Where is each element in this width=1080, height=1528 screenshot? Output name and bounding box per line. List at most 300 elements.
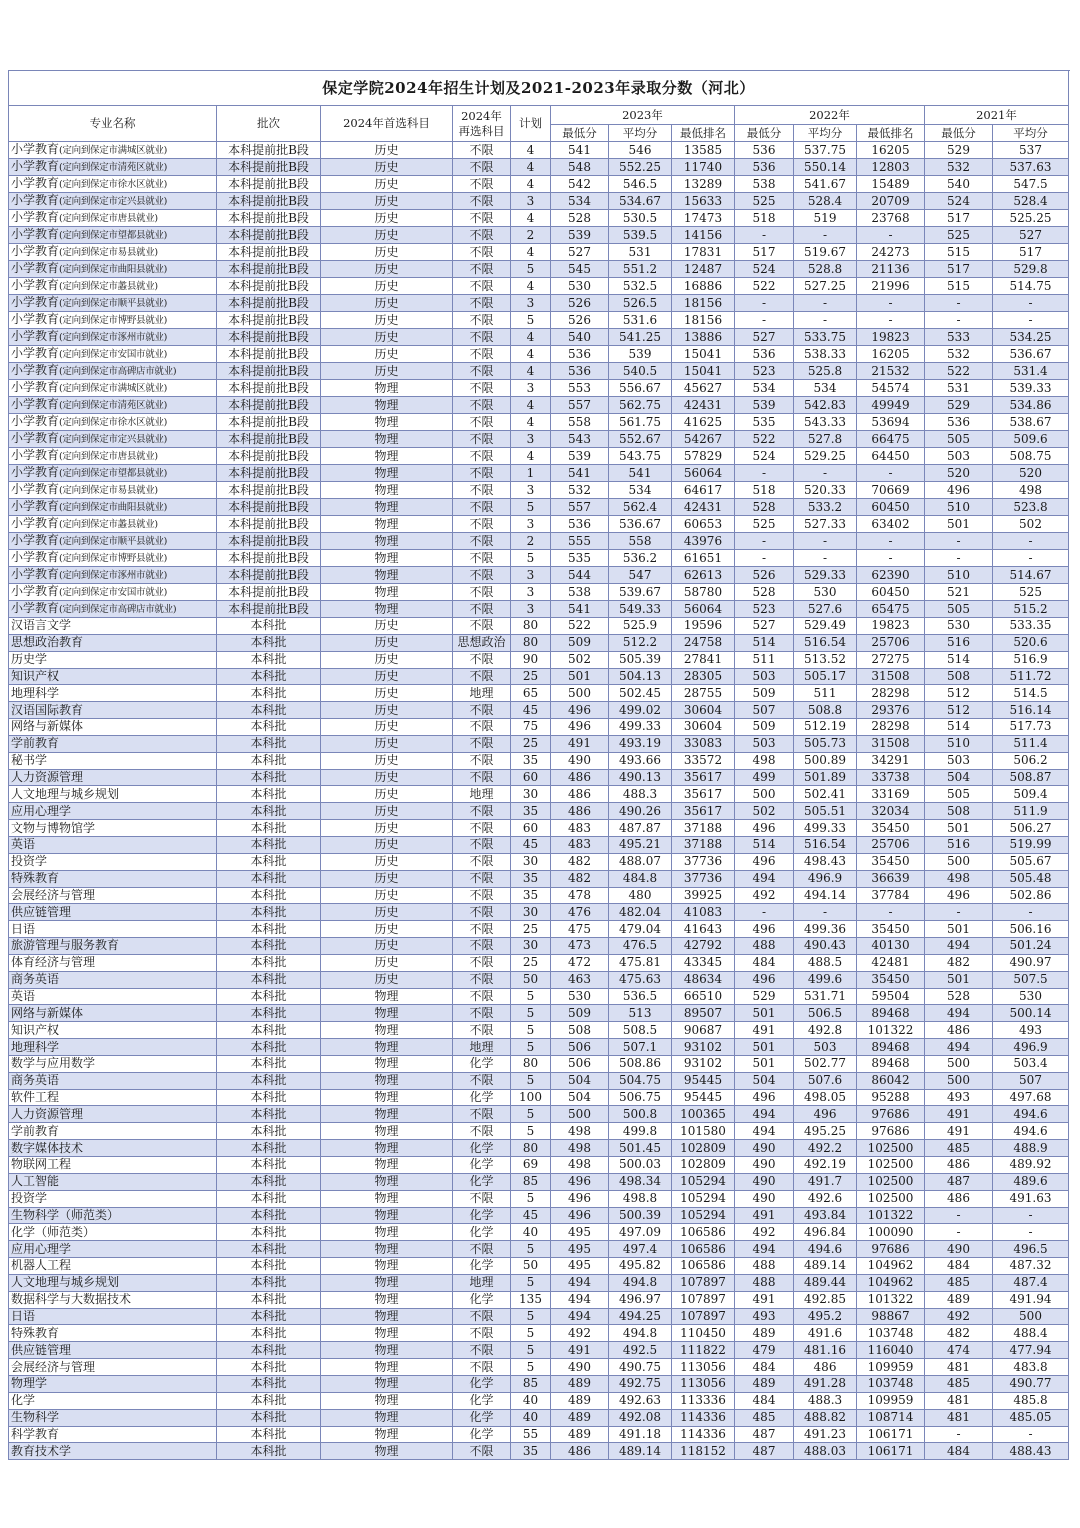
min-2023-cell: 490 — [551, 752, 609, 769]
min-2022-cell: 523 — [735, 363, 794, 380]
major-name-cell — [9, 1005, 217, 1022]
major-name: 应用心理学 — [11, 803, 72, 818]
min-2021-cell: 494 — [925, 1039, 993, 1056]
min-2023-cell: 530 — [551, 278, 609, 295]
first-subject-cell: 物理 — [321, 1308, 453, 1325]
major-name-cell — [9, 651, 217, 668]
batch-cell: 本科批 — [217, 1207, 321, 1224]
min-2023-cell: 490 — [551, 1359, 609, 1376]
major-name: 商务英语 — [11, 1073, 60, 1088]
first-subject-cell: 历史 — [321, 769, 453, 786]
major-name: 小学教育 — [11, 482, 60, 496]
min-2022-cell: 490 — [735, 1173, 794, 1190]
major-name: 旅游管理与服务教育 — [11, 938, 120, 953]
table-row — [9, 601, 1069, 618]
avg-2022-cell: - — [794, 312, 857, 329]
rank-2023-cell: 89507 — [672, 1005, 735, 1022]
avg-2021-cell: 517 — [993, 244, 1069, 261]
major-name: 小学教育 — [11, 550, 60, 564]
batch-cell: 本科批 — [217, 1274, 321, 1291]
min-2023-cell: 501 — [551, 668, 609, 685]
first-subject-cell: 物理 — [321, 1258, 453, 1275]
rank-2022-cell: 89468 — [857, 1005, 925, 1022]
rank-2022-cell: 35450 — [857, 921, 925, 938]
avg-2021-cell: 502.86 — [993, 887, 1069, 904]
rank-2022-cell: - — [857, 904, 925, 921]
avg-2023-cell: 494.8 — [609, 1274, 672, 1291]
batch-cell: 本科提前批B段 — [217, 584, 321, 601]
major-direction-note: (定向到保定市曲阳县就业) — [59, 264, 168, 275]
rank-2022-cell: 104962 — [857, 1258, 925, 1275]
avg-2021-cell: - — [993, 1426, 1069, 1443]
avg-2022-cell: 492.6 — [794, 1190, 857, 1207]
rank-2023-cell: 15041 — [672, 346, 735, 363]
plan-count-cell: 3 — [511, 193, 551, 210]
reselect-subject-cell: 不限 — [453, 853, 511, 870]
plan-count-cell: 80 — [511, 1055, 551, 1072]
min-2021-cell: 516 — [925, 634, 993, 651]
avg-2023-cell: 549.33 — [609, 601, 672, 618]
major-name-cell — [9, 1392, 217, 1409]
avg-2021-cell: 491.63 — [993, 1190, 1069, 1207]
avg-2022-cell: 492.19 — [794, 1157, 857, 1174]
avg-2022-cell: 491.28 — [794, 1375, 857, 1392]
plan-count-cell: 45 — [511, 702, 551, 719]
avg-2022-cell: 503 — [794, 1039, 857, 1056]
rank-2023-cell: 113056 — [672, 1375, 735, 1392]
major-name: 知识产权 — [11, 668, 60, 683]
rank-2023-cell: 15041 — [672, 363, 735, 380]
avg-2022-cell: 527.33 — [794, 516, 857, 533]
plan-count-cell: 3 — [511, 380, 551, 397]
major-name-cell — [9, 1359, 217, 1376]
min-2021-cell: 492 — [925, 1308, 993, 1325]
avg-2021-cell: 477.94 — [993, 1342, 1069, 1359]
table-row — [9, 988, 1069, 1005]
plan-count-cell: 4 — [511, 244, 551, 261]
first-subject-cell: 物理 — [321, 1409, 453, 1426]
plan-count-cell: 4 — [511, 414, 551, 431]
rank-2022-cell: - — [857, 227, 925, 244]
min-2023-cell: 509 — [551, 634, 609, 651]
min-2022-cell: 490 — [735, 1157, 794, 1174]
batch-cell: 本科提前批B段 — [217, 346, 321, 363]
rank-2022-cell: 109959 — [857, 1392, 925, 1409]
first-subject-cell: 物理 — [321, 1190, 453, 1207]
min-2021-cell: 501 — [925, 971, 993, 988]
min-2021-cell: 510 — [925, 499, 993, 516]
first-subject-cell: 物理 — [321, 1392, 453, 1409]
major-name: 英语 — [11, 988, 36, 1003]
major-name-cell — [9, 499, 217, 516]
avg-2021-cell: 498 — [993, 482, 1069, 499]
table-row — [9, 1241, 1069, 1258]
rank-2022-cell: 103748 — [857, 1325, 925, 1342]
rank-2022-cell: 16205 — [857, 346, 925, 363]
avg-2021-cell: 501.24 — [993, 938, 1069, 955]
avg-2021-cell: 511.72 — [993, 668, 1069, 685]
major-direction-note: (定向到保定市定兴县就业) — [59, 434, 168, 445]
reselect-subject-cell: 地理 — [453, 685, 511, 702]
major-name: 网络与新媒体 — [11, 1005, 84, 1020]
avg-2022-cell: 529.25 — [794, 448, 857, 465]
rank-2022-cell: 102500 — [857, 1173, 925, 1190]
batch-cell: 本科批 — [217, 1342, 321, 1359]
avg-2022-cell: 498.05 — [794, 1089, 857, 1106]
header-batch: 批次 — [217, 106, 321, 142]
first-subject-cell: 物理 — [321, 1224, 453, 1241]
min-2023-cell: 532 — [551, 482, 609, 499]
avg-2023-cell: 480 — [609, 887, 672, 904]
table-row — [9, 584, 1069, 601]
major-name-cell — [9, 988, 217, 1005]
min-2022-cell: 491 — [735, 1022, 794, 1039]
min-2021-cell: 529 — [925, 397, 993, 414]
batch-cell: 本科批 — [217, 904, 321, 921]
avg-2021-cell: 485.05 — [993, 1409, 1069, 1426]
avg-2021-cell: - — [993, 295, 1069, 312]
plan-count-cell: 5 — [511, 1274, 551, 1291]
plan-count-cell: 3 — [511, 584, 551, 601]
avg-2021-cell: 527 — [993, 227, 1069, 244]
major-name-cell — [9, 1426, 217, 1443]
rank-2022-cell: 97686 — [857, 1106, 925, 1123]
avg-2023-cell: 490.13 — [609, 769, 672, 786]
min-2021-cell: 515 — [925, 244, 993, 261]
major-name: 小学教育 — [11, 261, 60, 275]
major-name: 小学教育 — [11, 329, 60, 343]
rank-2023-cell: 102809 — [672, 1140, 735, 1157]
major-name-cell — [9, 1190, 217, 1207]
avg-2022-cell: 513.52 — [794, 651, 857, 668]
major-direction-note: (定向到保定市唐县就业) — [59, 451, 158, 462]
major-name: 汉语言文学 — [11, 618, 72, 633]
plan-count-cell: 45 — [511, 836, 551, 853]
min-2023-cell: 483 — [551, 836, 609, 853]
table-row — [9, 312, 1069, 329]
admission-score-sheet — [8, 70, 1068, 1460]
rank-2023-cell: 13289 — [672, 176, 735, 193]
batch-cell: 本科提前批B段 — [217, 448, 321, 465]
avg-2021-cell: 509.6 — [993, 431, 1069, 448]
min-2021-cell: 487 — [925, 1173, 993, 1190]
major-name-cell — [9, 820, 217, 837]
rank-2022-cell: 23768 — [857, 210, 925, 227]
batch-cell: 本科批 — [217, 1022, 321, 1039]
table-row — [9, 431, 1069, 448]
min-2023-cell: 538 — [551, 584, 609, 601]
table-row — [9, 752, 1069, 769]
avg-2022-cell: 496.84 — [794, 1224, 857, 1241]
min-2021-cell: 484 — [925, 1443, 993, 1460]
avg-2023-cell: 475.63 — [609, 971, 672, 988]
first-subject-cell: 物理 — [321, 1039, 453, 1056]
min-2022-cell: 524 — [735, 261, 794, 278]
batch-cell: 本科批 — [217, 853, 321, 870]
avg-2023-cell: 489.14 — [609, 1443, 672, 1460]
min-2021-cell: 524 — [925, 193, 993, 210]
plan-count-cell: 5 — [511, 499, 551, 516]
table-row — [9, 668, 1069, 685]
table-row — [9, 1443, 1069, 1460]
avg-2021-cell: 531.4 — [993, 363, 1069, 380]
avg-2023-cell: 502.45 — [609, 685, 672, 702]
rank-2023-cell: 56064 — [672, 465, 735, 482]
avg-2022-cell: 494.6 — [794, 1241, 857, 1258]
major-name-cell — [9, 550, 217, 567]
reselect-subject-cell: 化学 — [453, 1392, 511, 1409]
rank-2022-cell: 70669 — [857, 482, 925, 499]
min-2023-cell: 486 — [551, 1443, 609, 1460]
reselect-subject-cell: 不限 — [453, 193, 511, 210]
avg-2023-cell: 536.67 — [609, 516, 672, 533]
plan-count-cell: 5 — [511, 1359, 551, 1376]
major-name-cell — [9, 567, 217, 584]
avg-2023-cell: 543.75 — [609, 448, 672, 465]
avg-2023-cell: 498.34 — [609, 1173, 672, 1190]
avg-2023-cell: 536.5 — [609, 988, 672, 1005]
min-2021-cell: 493 — [925, 1089, 993, 1106]
reselect-subject-cell: 不限 — [453, 261, 511, 278]
avg-2022-cell: 489.14 — [794, 1258, 857, 1275]
reselect-subject-cell: 不限 — [453, 346, 511, 363]
min-2023-cell: 489 — [551, 1426, 609, 1443]
reselect-subject-cell: 不限 — [453, 295, 511, 312]
reselect-subject-cell: 化学 — [453, 1055, 511, 1072]
avg-2023-cell: 499.8 — [609, 1123, 672, 1140]
major-name-cell — [9, 1241, 217, 1258]
plan-count-cell: 4 — [511, 363, 551, 380]
min-2022-cell: 491 — [735, 1291, 794, 1308]
avg-2021-cell: 515.2 — [993, 601, 1069, 618]
min-2023-cell: 508 — [551, 1022, 609, 1039]
min-2022-cell: 484 — [735, 954, 794, 971]
major-name: 地理科学 — [11, 1039, 60, 1054]
table-body — [9, 142, 1069, 1460]
avg-2021-cell: 490.97 — [993, 954, 1069, 971]
batch-cell: 本科批 — [217, 702, 321, 719]
rank-2023-cell: 113336 — [672, 1392, 735, 1409]
major-direction-note: (定向到保定市易县就业) — [59, 247, 158, 258]
avg-2023-cell: 492.75 — [609, 1375, 672, 1392]
avg-2022-cell: 486 — [794, 1359, 857, 1376]
min-2021-cell: 474 — [925, 1342, 993, 1359]
rank-2023-cell: 57829 — [672, 448, 735, 465]
rank-2023-cell: 95445 — [672, 1072, 735, 1089]
avg-2022-cell: 543.33 — [794, 414, 857, 431]
reselect-subject-cell: 不限 — [453, 1123, 511, 1140]
header-first-subject: 2024年首选科目 — [321, 106, 453, 142]
rank-2023-cell: 62613 — [672, 567, 735, 584]
min-2021-cell: 500 — [925, 1072, 993, 1089]
major-name-cell — [9, 904, 217, 921]
min-2022-cell: 528 — [735, 499, 794, 516]
rank-2022-cell: 104962 — [857, 1274, 925, 1291]
first-subject-cell: 历史 — [321, 329, 453, 346]
major-name-cell — [9, 329, 217, 346]
min-2022-cell: 522 — [735, 431, 794, 448]
first-subject-cell: 物理 — [321, 1342, 453, 1359]
min-2021-cell: 508 — [925, 668, 993, 685]
first-subject-cell: 历史 — [321, 244, 453, 261]
major-name: 投资学 — [11, 1191, 48, 1206]
min-2021-cell: 525 — [925, 227, 993, 244]
header-2023-avg: 平均分 — [609, 125, 672, 142]
major-name-cell — [9, 1258, 217, 1275]
rank-2023-cell: 90687 — [672, 1022, 735, 1039]
min-2021-cell: - — [925, 1224, 993, 1241]
rank-2022-cell: 63402 — [857, 516, 925, 533]
first-subject-cell: 历史 — [321, 786, 453, 803]
table-row — [9, 1089, 1069, 1106]
avg-2021-cell: - — [993, 1224, 1069, 1241]
table-row — [9, 516, 1069, 533]
avg-2021-cell: 506.2 — [993, 752, 1069, 769]
major-name-cell — [9, 278, 217, 295]
rank-2023-cell: 27841 — [672, 651, 735, 668]
plan-count-cell: 5 — [511, 1005, 551, 1022]
reselect-subject-cell: 化学 — [453, 1375, 511, 1392]
avg-2022-cell: 502.41 — [794, 786, 857, 803]
reselect-subject-cell: 化学 — [453, 1157, 511, 1174]
plan-count-cell: 30 — [511, 853, 551, 870]
rank-2022-cell: 106171 — [857, 1426, 925, 1443]
major-name-cell — [9, 954, 217, 971]
avg-2023-cell: 492.08 — [609, 1409, 672, 1426]
major-name: 汉语国际教育 — [11, 702, 84, 717]
batch-cell: 本科批 — [217, 887, 321, 904]
min-2022-cell: 487 — [735, 1443, 794, 1460]
avg-2022-cell: 499.6 — [794, 971, 857, 988]
avg-2022-cell: 488.3 — [794, 1392, 857, 1409]
min-2022-cell: 494 — [735, 870, 794, 887]
min-2023-cell: 506 — [551, 1039, 609, 1056]
batch-cell: 本科批 — [217, 921, 321, 938]
reselect-subject-cell: 不限 — [453, 227, 511, 244]
batch-cell: 本科批 — [217, 1258, 321, 1275]
major-name-cell — [9, 887, 217, 904]
table-row — [9, 786, 1069, 803]
avg-2022-cell: 502.77 — [794, 1055, 857, 1072]
major-direction-note: (定向到保定市易县就业) — [59, 485, 158, 496]
reselect-subject-cell: 不限 — [453, 1190, 511, 1207]
batch-cell: 本科批 — [217, 820, 321, 837]
avg-2021-cell: 511.4 — [993, 735, 1069, 752]
batch-cell: 本科批 — [217, 1072, 321, 1089]
avg-2023-cell: 495.82 — [609, 1258, 672, 1275]
batch-cell: 本科批 — [217, 1409, 321, 1426]
major-name-cell — [9, 1123, 217, 1140]
rank-2022-cell: 101322 — [857, 1207, 925, 1224]
min-2021-cell: 515 — [925, 278, 993, 295]
reselect-subject-cell: 不限 — [453, 210, 511, 227]
avg-2023-cell: 494.25 — [609, 1308, 672, 1325]
batch-cell: 本科批 — [217, 618, 321, 635]
reselect-subject-cell: 不限 — [453, 1022, 511, 1039]
major-name: 小学教育 — [11, 516, 60, 530]
avg-2023-cell: 508.86 — [609, 1055, 672, 1072]
min-2023-cell: 476 — [551, 904, 609, 921]
min-2022-cell: 500 — [735, 786, 794, 803]
table-row — [9, 1039, 1069, 1056]
batch-cell: 本科批 — [217, 1190, 321, 1207]
reselect-subject-cell: 不限 — [453, 938, 511, 955]
plan-count-cell: 25 — [511, 668, 551, 685]
avg-2022-cell: 516.54 — [794, 634, 857, 651]
avg-2023-cell: 493.66 — [609, 752, 672, 769]
plan-count-cell: 5 — [511, 1123, 551, 1140]
reselect-subject-cell: 不限 — [453, 533, 511, 550]
avg-2021-cell: 488.9 — [993, 1140, 1069, 1157]
first-subject-cell: 历史 — [321, 210, 453, 227]
avg-2022-cell: 500.89 — [794, 752, 857, 769]
avg-2023-cell: 501.45 — [609, 1140, 672, 1157]
plan-count-cell: 3 — [511, 516, 551, 533]
rank-2022-cell: 89468 — [857, 1039, 925, 1056]
plan-count-cell: 25 — [511, 921, 551, 938]
rank-2023-cell: 107897 — [672, 1274, 735, 1291]
major-name: 小学教育 — [11, 210, 60, 224]
avg-2021-cell: 511.9 — [993, 803, 1069, 820]
major-name-cell — [9, 971, 217, 988]
rank-2022-cell: - — [857, 295, 925, 312]
plan-count-cell: 40 — [511, 1392, 551, 1409]
avg-2021-cell: - — [993, 533, 1069, 550]
min-2022-cell: 503 — [735, 668, 794, 685]
avg-2021-cell: 493 — [993, 1022, 1069, 1039]
table-row — [9, 719, 1069, 736]
major-name: 网络与新媒体 — [11, 719, 84, 734]
plan-count-cell: 5 — [511, 1308, 551, 1325]
rank-2022-cell: 109959 — [857, 1359, 925, 1376]
major-name: 日语 — [11, 1309, 36, 1324]
major-name-cell — [9, 836, 217, 853]
rank-2022-cell: 116040 — [857, 1342, 925, 1359]
major-name: 历史学 — [11, 652, 48, 667]
avg-2022-cell: 492.85 — [794, 1291, 857, 1308]
rank-2022-cell: 66475 — [857, 431, 925, 448]
major-name: 小学教育 — [11, 380, 60, 394]
avg-2023-cell: 539.5 — [609, 227, 672, 244]
plan-count-cell: 50 — [511, 1258, 551, 1275]
major-name-cell — [9, 1072, 217, 1089]
major-name-cell — [9, 227, 217, 244]
table-row — [9, 244, 1069, 261]
min-2021-cell: - — [925, 295, 993, 312]
table-row — [9, 176, 1069, 193]
major-name: 小学教育 — [11, 584, 60, 598]
major-name: 地理科学 — [11, 685, 60, 700]
rank-2022-cell: 60450 — [857, 499, 925, 516]
plan-count-cell: 100 — [511, 1089, 551, 1106]
avg-2021-cell: 497.68 — [993, 1089, 1069, 1106]
rank-2023-cell: 111822 — [672, 1342, 735, 1359]
first-subject-cell: 物理 — [321, 988, 453, 1005]
table-row — [9, 1140, 1069, 1157]
min-2023-cell: 463 — [551, 971, 609, 988]
min-2022-cell: 517 — [735, 244, 794, 261]
rank-2022-cell: 16205 — [857, 142, 925, 159]
min-2022-cell: - — [735, 312, 794, 329]
first-subject-cell: 历史 — [321, 719, 453, 736]
min-2023-cell: 555 — [551, 533, 609, 550]
min-2021-cell: - — [925, 1426, 993, 1443]
avg-2022-cell: 508.8 — [794, 702, 857, 719]
rank-2023-cell: 13886 — [672, 329, 735, 346]
min-2021-cell: 536 — [925, 414, 993, 431]
batch-cell: 本科批 — [217, 1443, 321, 1460]
reselect-subject-cell: 不限 — [453, 1359, 511, 1376]
